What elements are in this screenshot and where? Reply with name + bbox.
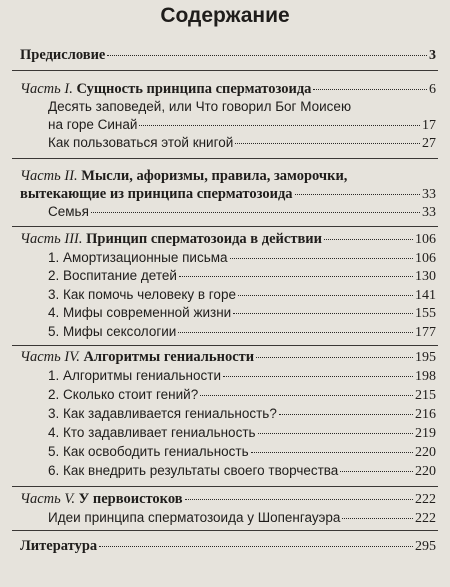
toc-page-number: 220 bbox=[415, 445, 436, 460]
toc-page-number: 177 bbox=[415, 325, 436, 340]
part-prefix: Часть II. bbox=[20, 168, 78, 184]
dot-leader bbox=[200, 395, 413, 396]
part-title: Алгоритмы гениальности bbox=[83, 349, 255, 365]
toc-page-number: 295 bbox=[415, 539, 436, 554]
dot-leader bbox=[99, 546, 413, 547]
toc-literature[interactable] bbox=[20, 537, 436, 556]
toc-item[interactable] bbox=[48, 249, 436, 268]
part-title: Мысли, афоризмы, правила, заморочки, bbox=[81, 168, 348, 184]
section-divider bbox=[12, 486, 438, 487]
part-prefix: Часть IV. bbox=[20, 349, 80, 365]
toc-label: 3. Как помочь человеку в горе bbox=[48, 287, 236, 302]
dot-leader bbox=[256, 357, 413, 358]
toc-item[interactable] bbox=[48, 405, 436, 424]
toc-label: Идеи принципа сперматозоида у Шопенгауэра bbox=[48, 510, 341, 525]
toc-label: 2. Сколько стоит гений? bbox=[48, 387, 199, 402]
toc-label: 1. Алгоритмы гениальности bbox=[48, 368, 221, 383]
toc-item[interactable] bbox=[48, 203, 436, 222]
toc-part-3[interactable] bbox=[20, 230, 436, 249]
toc-label: Семья bbox=[48, 204, 89, 219]
dot-leader bbox=[295, 194, 420, 195]
section-divider bbox=[12, 158, 438, 159]
toc-label: 5. Мифы сексологии bbox=[48, 324, 177, 339]
dot-leader bbox=[313, 89, 427, 90]
toc-item[interactable] bbox=[48, 267, 436, 286]
toc-item[interactable] bbox=[48, 386, 436, 405]
toc-label: Как пользоваться этой книгой bbox=[48, 135, 234, 150]
toc-label: 4. Кто задавливает гениальность bbox=[48, 425, 256, 440]
dot-leader bbox=[235, 143, 420, 144]
toc-label: 6. Как внедрить результаты своего творчества bbox=[48, 463, 339, 478]
toc-label: 1. Амортизационные письма bbox=[48, 250, 228, 265]
toc-page-number: 130 bbox=[415, 269, 436, 284]
toc-item[interactable] bbox=[48, 134, 436, 153]
toc-item[interactable] bbox=[48, 116, 436, 135]
toc-part-4[interactable] bbox=[20, 348, 436, 367]
dot-leader bbox=[342, 518, 413, 519]
dot-leader bbox=[251, 452, 413, 453]
toc-label: 5. Как освободить гениальность bbox=[48, 444, 249, 459]
part-title: У первоистоков bbox=[78, 491, 183, 507]
toc-page-number: 33 bbox=[422, 187, 436, 202]
toc-label: Предисловие bbox=[20, 47, 106, 63]
toc-item[interactable] bbox=[48, 462, 436, 481]
section-divider bbox=[12, 530, 438, 531]
toc-label: 2. Воспитание детей bbox=[48, 268, 177, 283]
toc-item[interactable] bbox=[48, 286, 436, 305]
dot-leader bbox=[139, 125, 420, 126]
toc-item[interactable] bbox=[48, 367, 436, 386]
part-prefix: Часть III. bbox=[20, 231, 83, 247]
toc-page-number: 141 bbox=[415, 288, 436, 303]
dot-leader bbox=[230, 258, 413, 259]
dot-leader bbox=[179, 276, 413, 277]
toc-item-line[interactable]: Десять заповедей, или Что говорил Бог Моисею bbox=[48, 99, 352, 114]
toc-part-2[interactable] bbox=[20, 185, 436, 204]
part-title: Принцип сперматозоида в действии bbox=[86, 231, 322, 247]
toc-page-number: 106 bbox=[415, 232, 436, 247]
toc-page-number: 219 bbox=[415, 426, 436, 441]
toc-page-number: 106 bbox=[415, 251, 436, 266]
dot-leader bbox=[279, 414, 413, 415]
toc-page-number: 222 bbox=[415, 511, 436, 526]
dot-leader bbox=[185, 499, 413, 500]
toc-page-number: 222 bbox=[415, 492, 436, 507]
dot-leader bbox=[340, 471, 413, 472]
toc-page-number: 215 bbox=[415, 388, 436, 403]
toc-part-5[interactable] bbox=[20, 490, 436, 509]
toc-page-number: 198 bbox=[415, 369, 436, 384]
dot-leader bbox=[238, 295, 413, 296]
dot-leader bbox=[178, 332, 413, 333]
toc-item[interactable] bbox=[48, 424, 436, 443]
dot-leader bbox=[91, 212, 420, 213]
part-prefix: Часть V. bbox=[20, 491, 75, 507]
toc-page-number: 17 bbox=[422, 118, 436, 133]
section-divider bbox=[12, 70, 438, 71]
toc-page-number: 33 bbox=[422, 205, 436, 220]
toc-label: на горе Синай bbox=[48, 117, 138, 132]
part-title: Сущность принципа сперматозоида bbox=[76, 81, 312, 97]
toc-part-1[interactable] bbox=[20, 80, 436, 99]
toc-page-number: 6 bbox=[429, 82, 436, 97]
dot-leader bbox=[233, 313, 413, 314]
part-prefix: Часть I. bbox=[20, 81, 73, 97]
toc-label: 4. Мифы современной жизни bbox=[48, 305, 232, 320]
toc-preface[interactable] bbox=[20, 46, 436, 65]
toc-label: Литература bbox=[20, 538, 98, 554]
toc-page-number: 195 bbox=[415, 350, 436, 365]
toc-page-number: 27 bbox=[422, 136, 436, 151]
dot-leader bbox=[258, 433, 413, 434]
dot-leader bbox=[107, 55, 427, 56]
dot-leader bbox=[223, 376, 413, 377]
page-title: Содержание bbox=[160, 4, 290, 27]
toc-label: 3. Как задавливается гениальность? bbox=[48, 406, 277, 421]
toc-item[interactable] bbox=[48, 443, 436, 462]
dot-leader bbox=[324, 239, 413, 240]
toc-page-number: 220 bbox=[415, 464, 436, 479]
toc-part-2-line1[interactable] bbox=[20, 167, 436, 185]
toc-page-number: 216 bbox=[415, 407, 436, 422]
section-divider bbox=[12, 226, 438, 227]
section-divider bbox=[12, 345, 438, 346]
toc-page-number: 3 bbox=[429, 48, 436, 63]
part-title-line2: вытекающие из принципа сперматозоида bbox=[20, 186, 293, 202]
toc-item[interactable] bbox=[48, 323, 436, 342]
toc-item[interactable] bbox=[48, 304, 436, 323]
toc-item[interactable] bbox=[48, 509, 436, 528]
toc-page-number: 155 bbox=[415, 306, 436, 321]
